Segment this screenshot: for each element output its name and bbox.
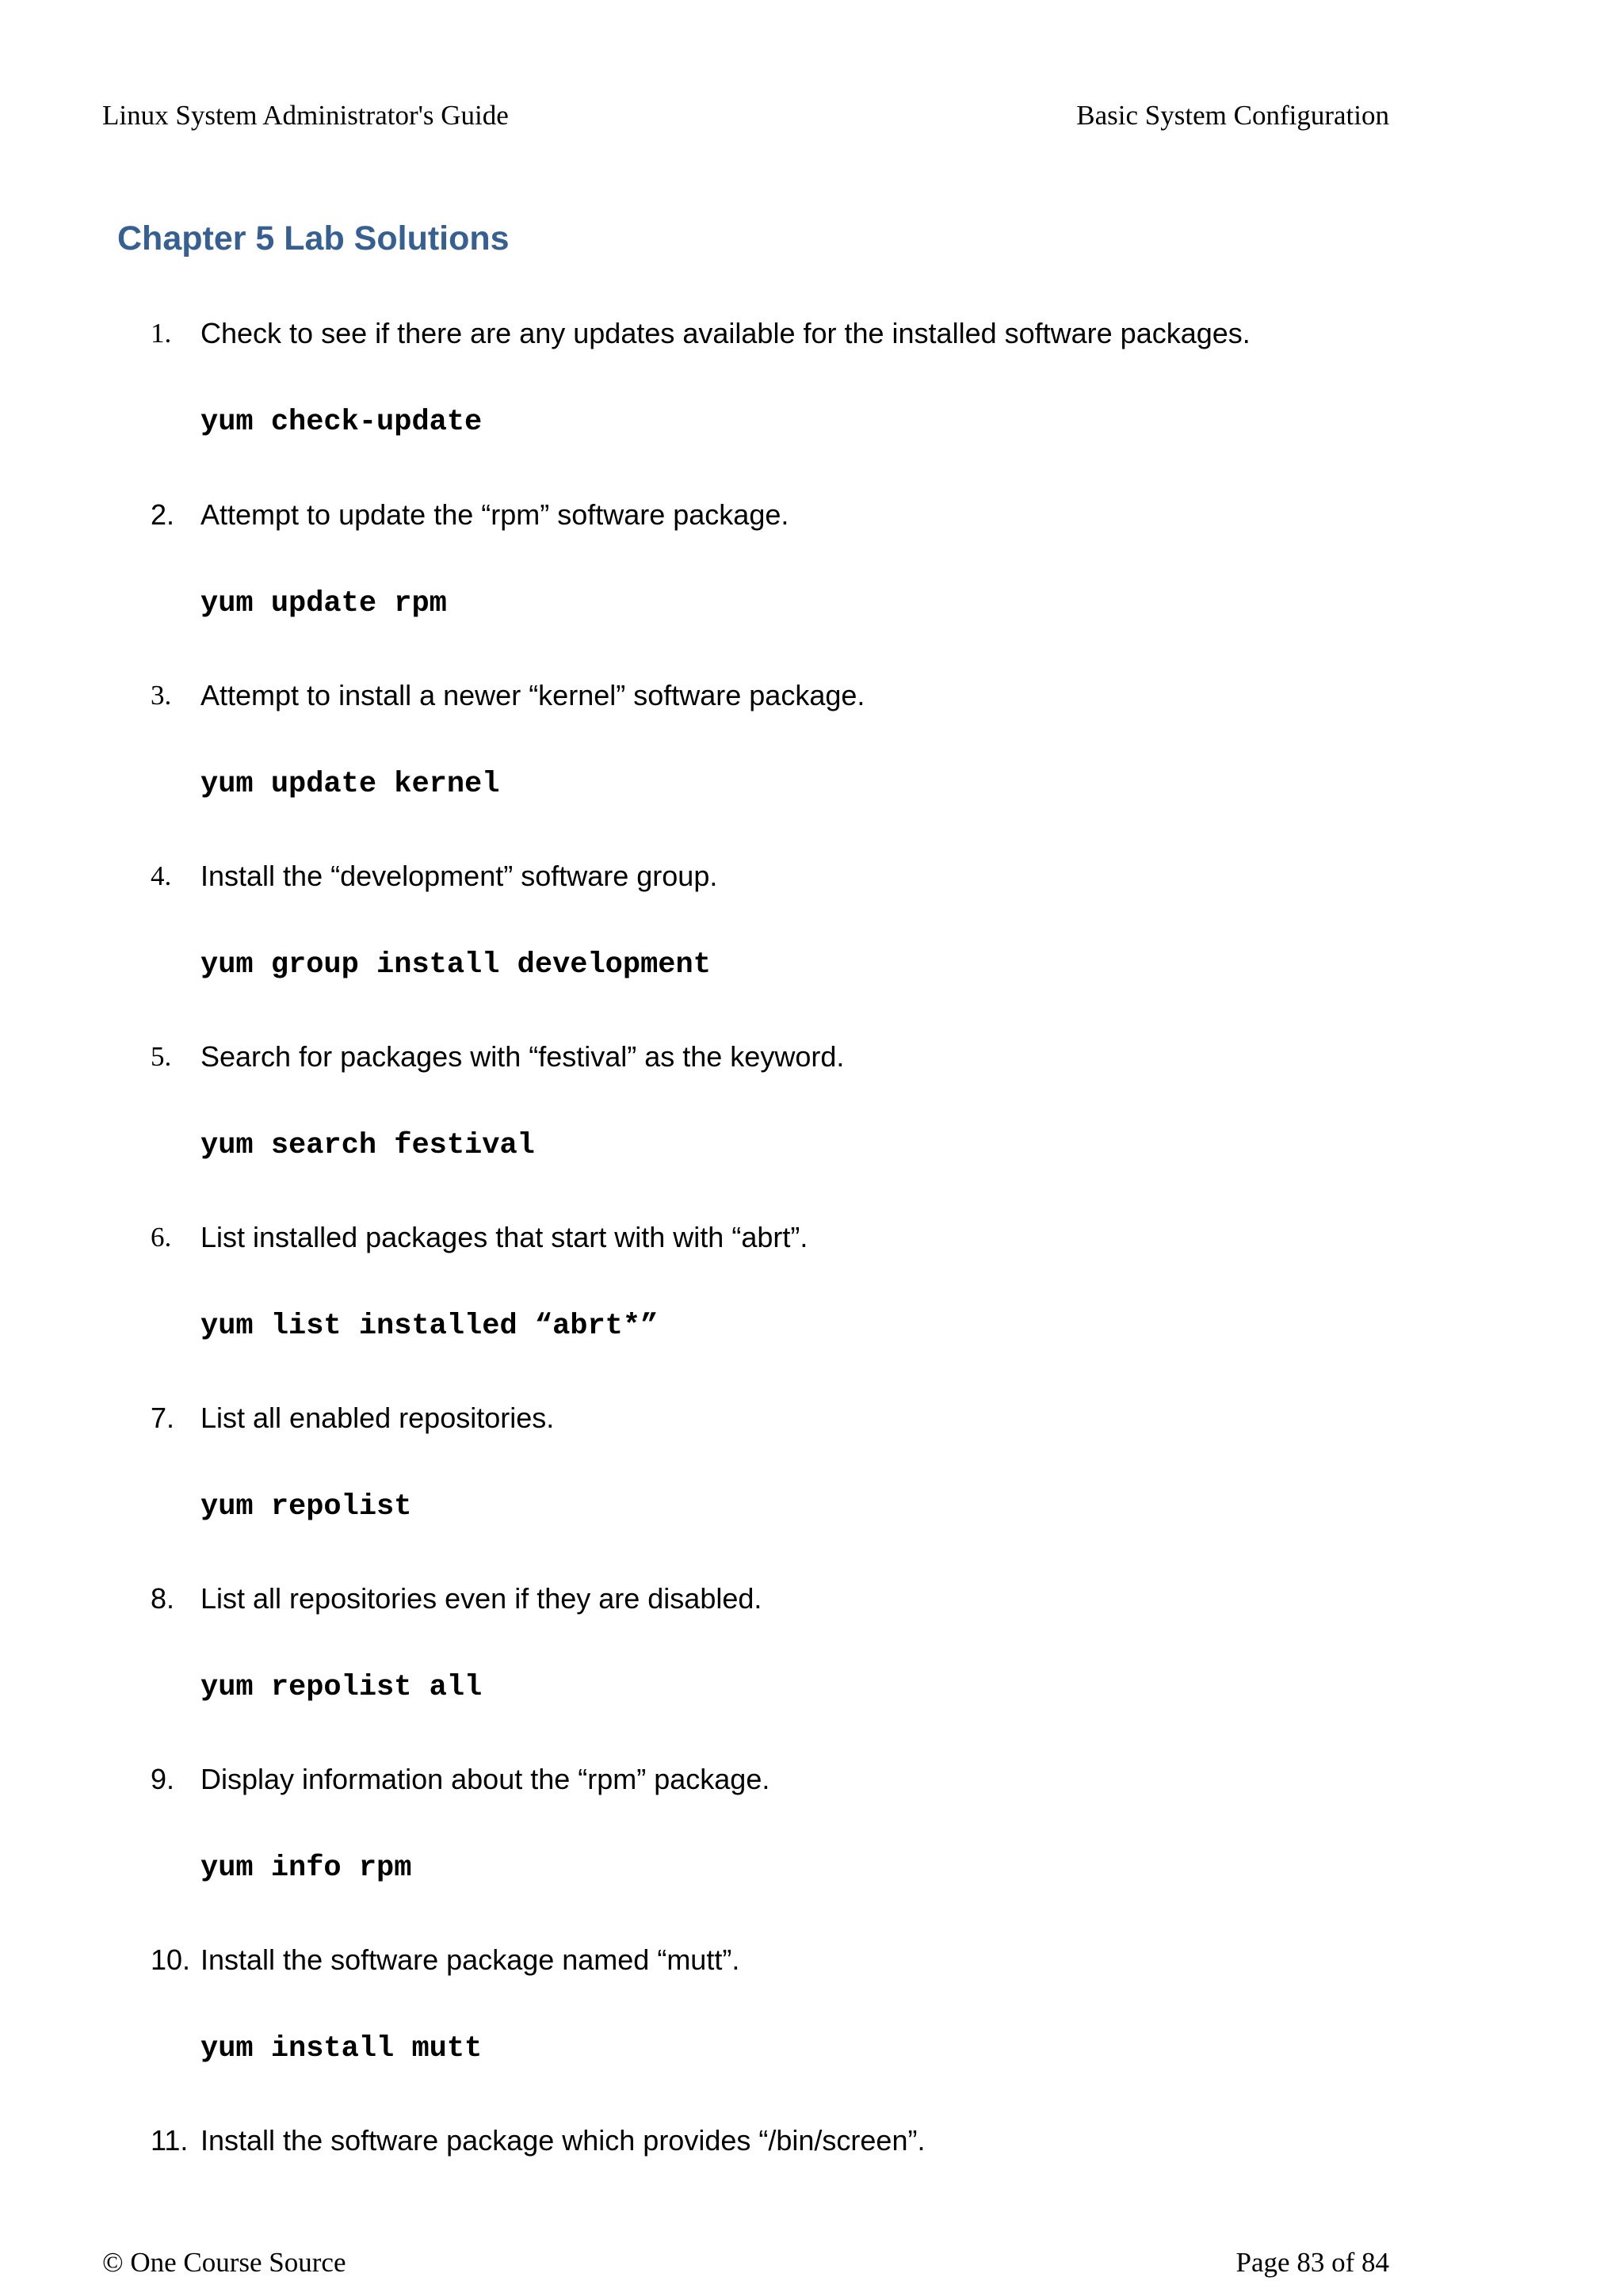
list-item bbox=[0, 1401, 1623, 1543]
item-command: yum check-update bbox=[200, 406, 483, 439]
item-command: yum update rpm bbox=[200, 587, 447, 620]
list-item bbox=[0, 1039, 1623, 1182]
header-section-title: Basic System Configuration bbox=[1076, 100, 1389, 131]
item-command: yum install mutt bbox=[200, 2032, 483, 2065]
item-instruction: List all enabled repositories. bbox=[200, 1402, 555, 1434]
item-command: yum repolist bbox=[200, 1490, 412, 1524]
list-item bbox=[0, 678, 1623, 821]
item-instruction: Check to see if there are any updates available for the installed software packages. bbox=[200, 317, 1251, 349]
item-number: 11. bbox=[151, 2124, 189, 2157]
chapter-title: Chapter 5 Lab Solutions bbox=[117, 219, 510, 257]
item-number: 5. bbox=[151, 1041, 172, 1072]
item-instruction: Install the “development” software group. bbox=[200, 860, 718, 892]
item-command: yum repolist all bbox=[200, 1671, 483, 1704]
item-number: 3. bbox=[151, 680, 172, 711]
item-number: 1. bbox=[151, 318, 172, 349]
item-number: 2. bbox=[151, 498, 175, 531]
list-item bbox=[0, 498, 1623, 640]
list-item bbox=[0, 1220, 1623, 1363]
footer-page-number: Page 83 of 84 bbox=[1235, 2247, 1389, 2278]
item-instruction: Display information about the “rpm” package. bbox=[200, 1763, 770, 1795]
item-number: 10. bbox=[151, 1943, 191, 1976]
item-instruction: Search for packages with “festival” as the keyword. bbox=[200, 1040, 845, 1073]
item-command: yum update kernel bbox=[200, 768, 500, 801]
list-item bbox=[0, 316, 1623, 459]
item-instruction: Install the software package named “mutt”. bbox=[200, 1943, 740, 1976]
item-number: 4. bbox=[151, 860, 172, 891]
item-instruction: List all repositories even if they are disabled. bbox=[200, 1582, 762, 1615]
item-number: 7. bbox=[151, 1402, 175, 1434]
item-number: 9. bbox=[151, 1763, 175, 1795]
item-command: yum group install development bbox=[200, 948, 711, 982]
item-command: yum list installed “abrt*” bbox=[200, 1310, 659, 1343]
item-command: yum info rpm bbox=[200, 1852, 412, 1885]
item-number: 8. bbox=[151, 1582, 175, 1615]
list-item bbox=[0, 859, 1623, 1001]
item-instruction: List installed packages that start with with “abrt”. bbox=[200, 1221, 808, 1253]
item-instruction: Install the software package which provides “/bin/screen”. bbox=[200, 2124, 926, 2157]
item-instruction: Attempt to update the “rpm” software package. bbox=[200, 498, 789, 531]
list-item bbox=[0, 1943, 1623, 2085]
list-item bbox=[0, 1762, 1623, 1905]
list-item bbox=[0, 1581, 1623, 1724]
item-instruction: Attempt to install a newer “kernel” software package. bbox=[200, 679, 865, 711]
list-item bbox=[0, 2123, 1623, 2171]
item-number: 6. bbox=[151, 1222, 172, 1253]
footer-copyright: © One Course Source bbox=[102, 2247, 346, 2278]
header-guide-title: Linux System Administrator's Guide bbox=[102, 100, 509, 131]
item-command: yum search festival bbox=[200, 1129, 535, 1162]
